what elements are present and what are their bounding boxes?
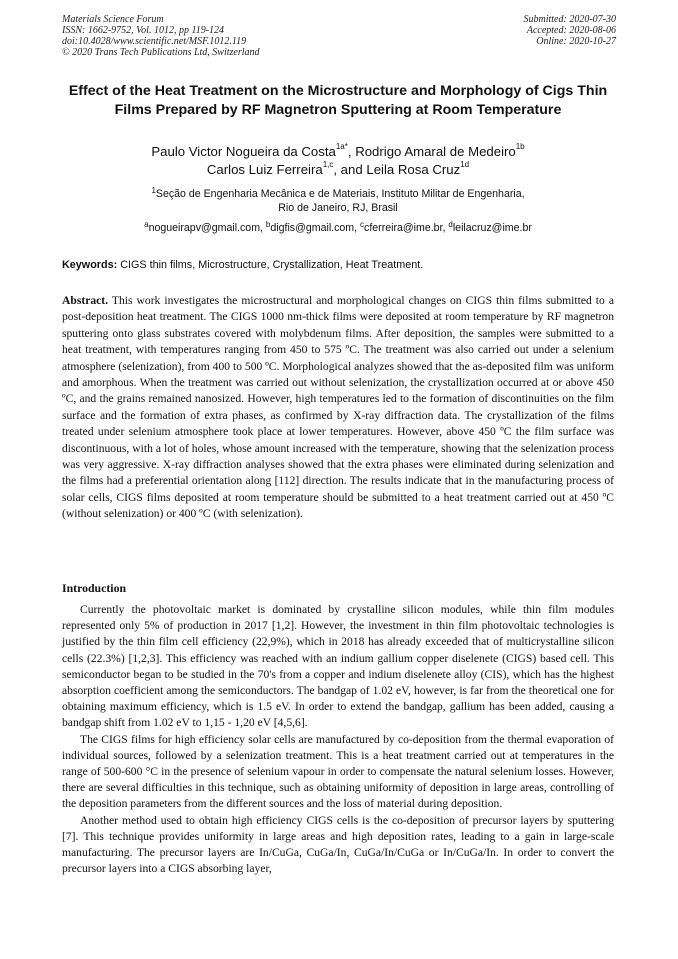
author-4: Leila Rosa Cruz <box>366 162 461 177</box>
author-1: Paulo Victor Nogueira da Costa <box>151 144 336 159</box>
author-1-sup: 1a* <box>335 142 348 151</box>
author-3-sup: 1,c <box>322 160 334 169</box>
section-heading-introduction: Introduction <box>62 581 127 595</box>
email-c[interactable]: cferreira@ime.br, <box>364 222 449 234</box>
email-a-sup: a <box>144 220 149 229</box>
affiliation-line-1: Seção de Engenharia Mecânica e de Materiais, Instituto Militar de Engenharia, <box>155 188 525 200</box>
affiliation <box>62 187 614 215</box>
journal-name: Materials Science Forum <box>62 14 164 25</box>
paper-title: Effect of the Heat Treatment on the Microstructure and Morphology of Cigs Thin Films Prepared by RF Magnetron Sputtering at Room Temperature <box>68 83 608 118</box>
email-c-sup: c <box>360 220 365 229</box>
affiliation-line-2: Rio de Janeiro, RJ, Brasil <box>278 202 398 214</box>
keywords-text: CIGS thin films, Microstructure, Crystallization, Heat Treatment. <box>117 259 424 271</box>
email-d[interactable]: leilacruz@ime.br <box>452 222 532 234</box>
email-b-sup: b <box>265 220 271 229</box>
abstract-label: Abstract. <box>62 294 109 307</box>
email-d-sup: d <box>448 220 453 229</box>
intro-paragraph-2: The CIGS films for high efficiency solar cells are manufactured by co-deposition from the thermal evaporation of individual sources, followed by a selenization treatment. This is a heat treatment carried out at temperatures in the range of 500-600 °C in the presence of selenium vapour in order to compensate the natural selenium losses. However, there are several difficulties in this technique, such as obtaining uniformity of deposition in large areas, controlling of the deposition parameters from the different sources and the loss of material during deposition. <box>62 732 614 811</box>
email-a[interactable]: nogueirapv@gmail.com, <box>148 222 266 234</box>
affiliation-sup: 1 <box>151 186 156 195</box>
journal-copyright: © 2020 Trans Tech Publications Ltd, Switzerland <box>62 47 260 58</box>
journal-issn: ISSN: 1662-9752, Vol. 1012, pp 119-124 <box>62 25 225 36</box>
abstract-text: This work investigates the microstructural and morphological changes on CIGS thin films submitted to a post-deposition heat treatment. The CIGS 1000 nm-thick films were deposited at room temperature by RF magnetron sputtering onto glass substrates covered with molybdenum films. After deposition, the samples were submitted to a heat treatment, with temperatures ranging from 450 to 575 ºC. The treatment was also carried out under a selenium atmosphere (selenization), from 400 to 500 ºC. Morphological analyzes showed that the as-deposited film was uniform and amorphous. When the treatment was carried out without selenization, the crystallization occurred at or above 450 ºC, and the grains remained nanosized. However, high temperatures led to the formation of discontinuities on the film surface and the formation of extra phases, as confirmed by X-ray diffraction data. The crystallization of the films treated under selenium atmosphere took place at lower temperatures. However, above 450 ºC the film surface was discontinuous, with a lot of holes, whose amount increased with the temperature, showing that the selenization process was very aggressive. X-ray diffraction analyses showed that the extra phases were eliminated during selenization and the films had a preferential orientation along [112] direction. The results indicate that in the manufacturing process of solar cells, CIGS films deposited at room temperature should be submitted to a heat treatment carried out at 450 ºC (without selenization) or 400 ºC (with selenization). <box>62 294 614 521</box>
author-emails <box>62 221 614 235</box>
author-2: Rodrigo Amaral de Medeiro <box>355 144 516 159</box>
intro-paragraph-3: Another method used to obtain high efficiency CIGS cells is the co-deposition of precursor layers by sputtering [7]. This technique provides uniformity in large areas and high deposition rates, leading to a gain in large-scale manufacturing. The precursor layers are In/CuGa, CuGa/In, CuGa/In/CuGa or In/CuGa/In. In order to convert the precursor layers into a CIGS absorbing layer, <box>62 813 614 876</box>
keywords-label: Keywords: <box>62 259 118 271</box>
journal-doi: doi:10.4028/www.scientific.net/MSF.1012.119 <box>62 36 247 47</box>
email-b[interactable]: digfis@gmail.com, <box>270 222 361 234</box>
author-4-sup: 1d <box>460 160 470 169</box>
online-date: Online: 2020-10-27 <box>536 36 616 47</box>
keywords <box>62 258 614 272</box>
author-2-sup: 1b <box>515 142 525 151</box>
author-separator: , <box>347 144 356 159</box>
submitted-date: Submitted: 2020-07-30 <box>523 14 616 25</box>
abstract <box>62 293 614 523</box>
journal-header-left <box>62 14 260 58</box>
author-3: Carlos Luiz Ferreira <box>206 162 323 177</box>
journal-header-right <box>524 14 617 47</box>
author-list <box>62 143 614 179</box>
accepted-date: Accepted: 2020-08-06 <box>526 25 616 36</box>
author-separator-and: , and <box>333 162 367 177</box>
intro-paragraph-1: Currently the photovoltaic market is dominated by crystalline silicon modules, while thin film modules represented only 5% of production in 2017 [1,2]. However, the investment in thin film photovoltaic technologies is justified by the thin film cell efficiency (22,9%), which in 2018 has already exceeded that of multicrystalline silicon cells (22.3%) [1,2,3]. This efficiency was reached with an indium gallium copper diselenete (CIGS) based cell. This semiconductor began to be studied in the 70's from a copper and indium diselenete alloy (CIS), which has the highest absorption coefficient among the semiconductors. The bandgap of 1.02 eV, however, is far from the theoretical one for obtaining maximum efficiency, which is 1.5 eV. In order to extend the bandgap, gallium has been added, causing a bandgap shift from 1.02 eV to 1,15 - 1,20 eV [4,5,6]. <box>62 603 614 730</box>
introduction-body <box>62 602 614 877</box>
